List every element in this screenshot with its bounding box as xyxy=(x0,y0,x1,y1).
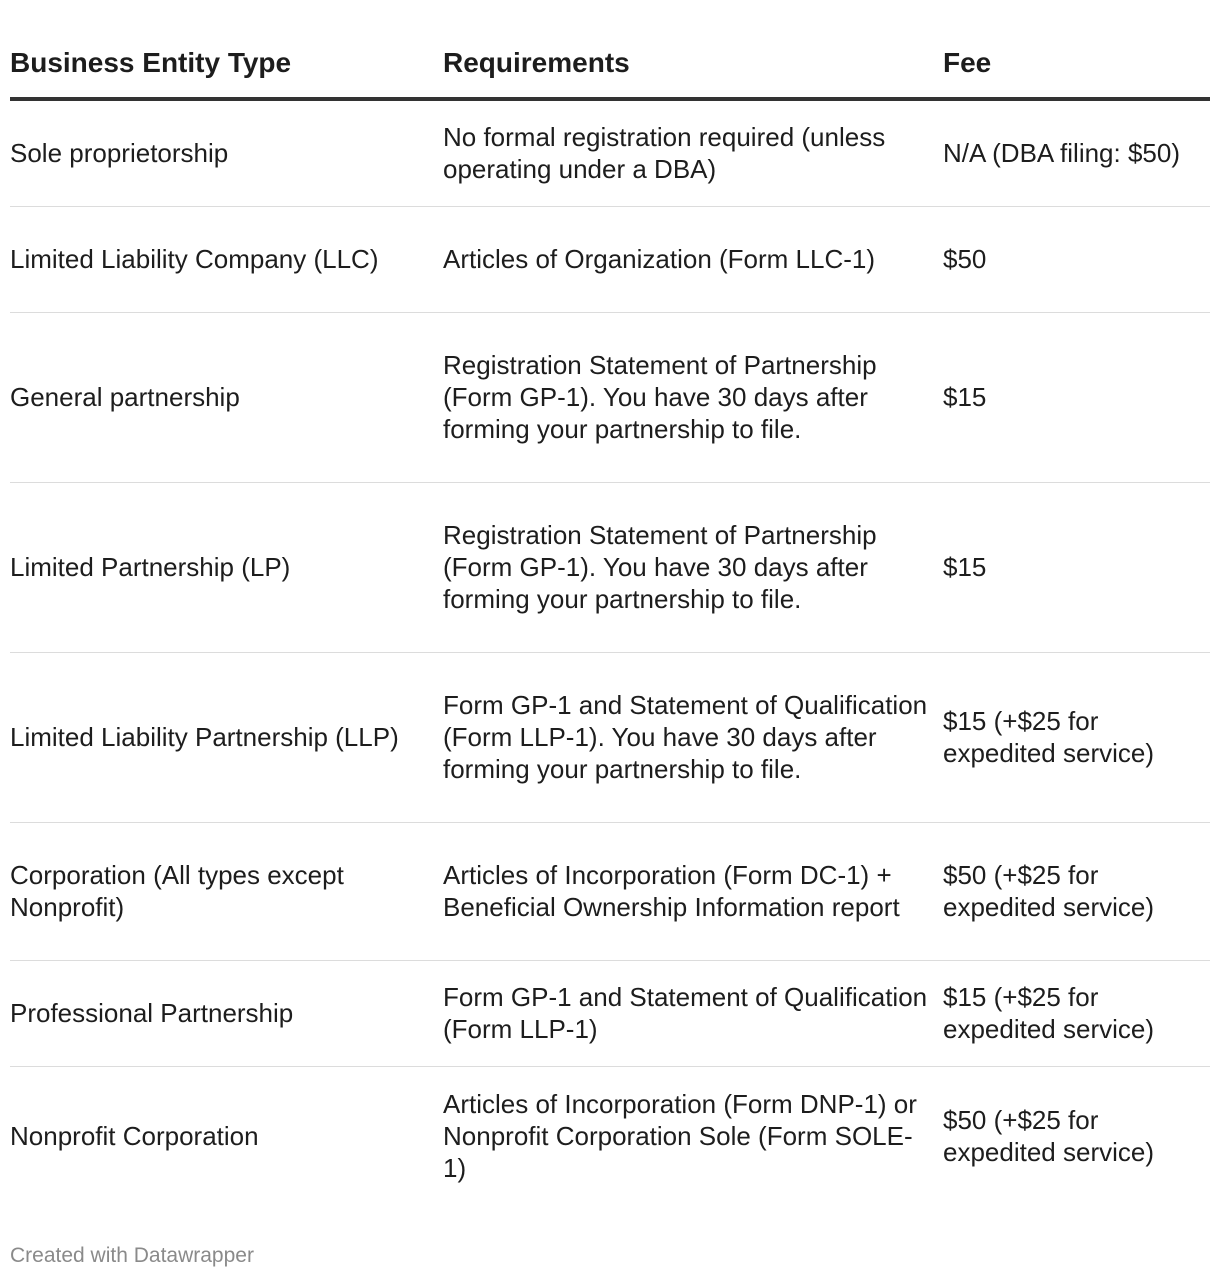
cell-fee: $50 (+$25 for expedited service) xyxy=(943,822,1210,960)
header-fee[interactable]: Fee xyxy=(943,30,1210,99)
business-entity-table xyxy=(10,30,1210,1206)
cell-requirements: Articles of Incorporation (Form DNP-1) or Nonprofit Corporation Sole (Form SOLE-1) xyxy=(443,1089,917,1184)
table-row xyxy=(10,960,1210,1066)
cell-requirements: Registration Statement of Partnership (Form GP-1). You have 30 days after forming your partnership to file. xyxy=(443,482,943,652)
cell-entity-type: Limited Liability Company (LLC) xyxy=(10,206,443,312)
cell-requirements: No formal registration required (unless operating under a DBA) xyxy=(443,99,943,206)
cell-requirements: Articles of Organization (Form LLC-1) xyxy=(443,206,943,312)
cell-fee: $50 (+$25 for expedited service) xyxy=(943,1105,1154,1168)
cell-requirements: Articles of Incorporation (Form DC-1) + Beneficial Ownership Information report xyxy=(443,822,943,960)
cell-fee: N/A (DBA filing: $50) xyxy=(943,99,1210,206)
cell-fee: $15 xyxy=(943,482,1210,652)
table-row xyxy=(10,482,1210,652)
cell-entity-type: Limited Partnership (LP) xyxy=(10,482,443,652)
cell-entity-type: Nonprofit Corporation xyxy=(10,1121,259,1152)
cell-fee: $50 xyxy=(943,206,1210,312)
cell-entity-type: Sole proprietorship xyxy=(10,99,443,206)
cell-entity-type: General partnership xyxy=(10,312,443,482)
header-requirements[interactable]: Requirements xyxy=(443,30,943,99)
cell-requirements: Form GP-1 and Statement of Qualification (Form LLP-1) xyxy=(443,960,943,1066)
cell-fee: $15 (+$25 for expedited service) xyxy=(943,652,1210,822)
header-business-entity-type[interactable]: Business Entity Type xyxy=(10,30,443,99)
datawrapper-credit[interactable]: Created with Datawrapper xyxy=(10,1244,254,1267)
cell-entity-type: Limited Liability Partnership (LLP) xyxy=(10,652,443,822)
table-row xyxy=(10,822,1210,960)
cell-entity-type: Professional Partnership xyxy=(10,960,443,1066)
table-row xyxy=(10,206,1210,312)
table-row xyxy=(10,312,1210,482)
table-row xyxy=(10,99,1210,206)
header-row xyxy=(10,30,1210,99)
cell-fee: $15 xyxy=(943,312,1210,482)
cell-requirements: Registration Statement of Partnership (Form GP-1). You have 30 days after forming your partnership to file. xyxy=(443,312,943,482)
table-body xyxy=(10,99,1210,1206)
cell-requirements: Form GP-1 and Statement of Qualification (Form LLP-1). You have 30 days after forming your partnership to file. xyxy=(443,652,943,822)
table-row xyxy=(10,1066,1210,1206)
cell-entity-type: Corporation (All types except Nonprofit) xyxy=(10,822,443,960)
cell-fee: $15 (+$25 for expedited service) xyxy=(943,960,1210,1066)
table-row xyxy=(10,652,1210,822)
table-header xyxy=(10,30,1210,99)
